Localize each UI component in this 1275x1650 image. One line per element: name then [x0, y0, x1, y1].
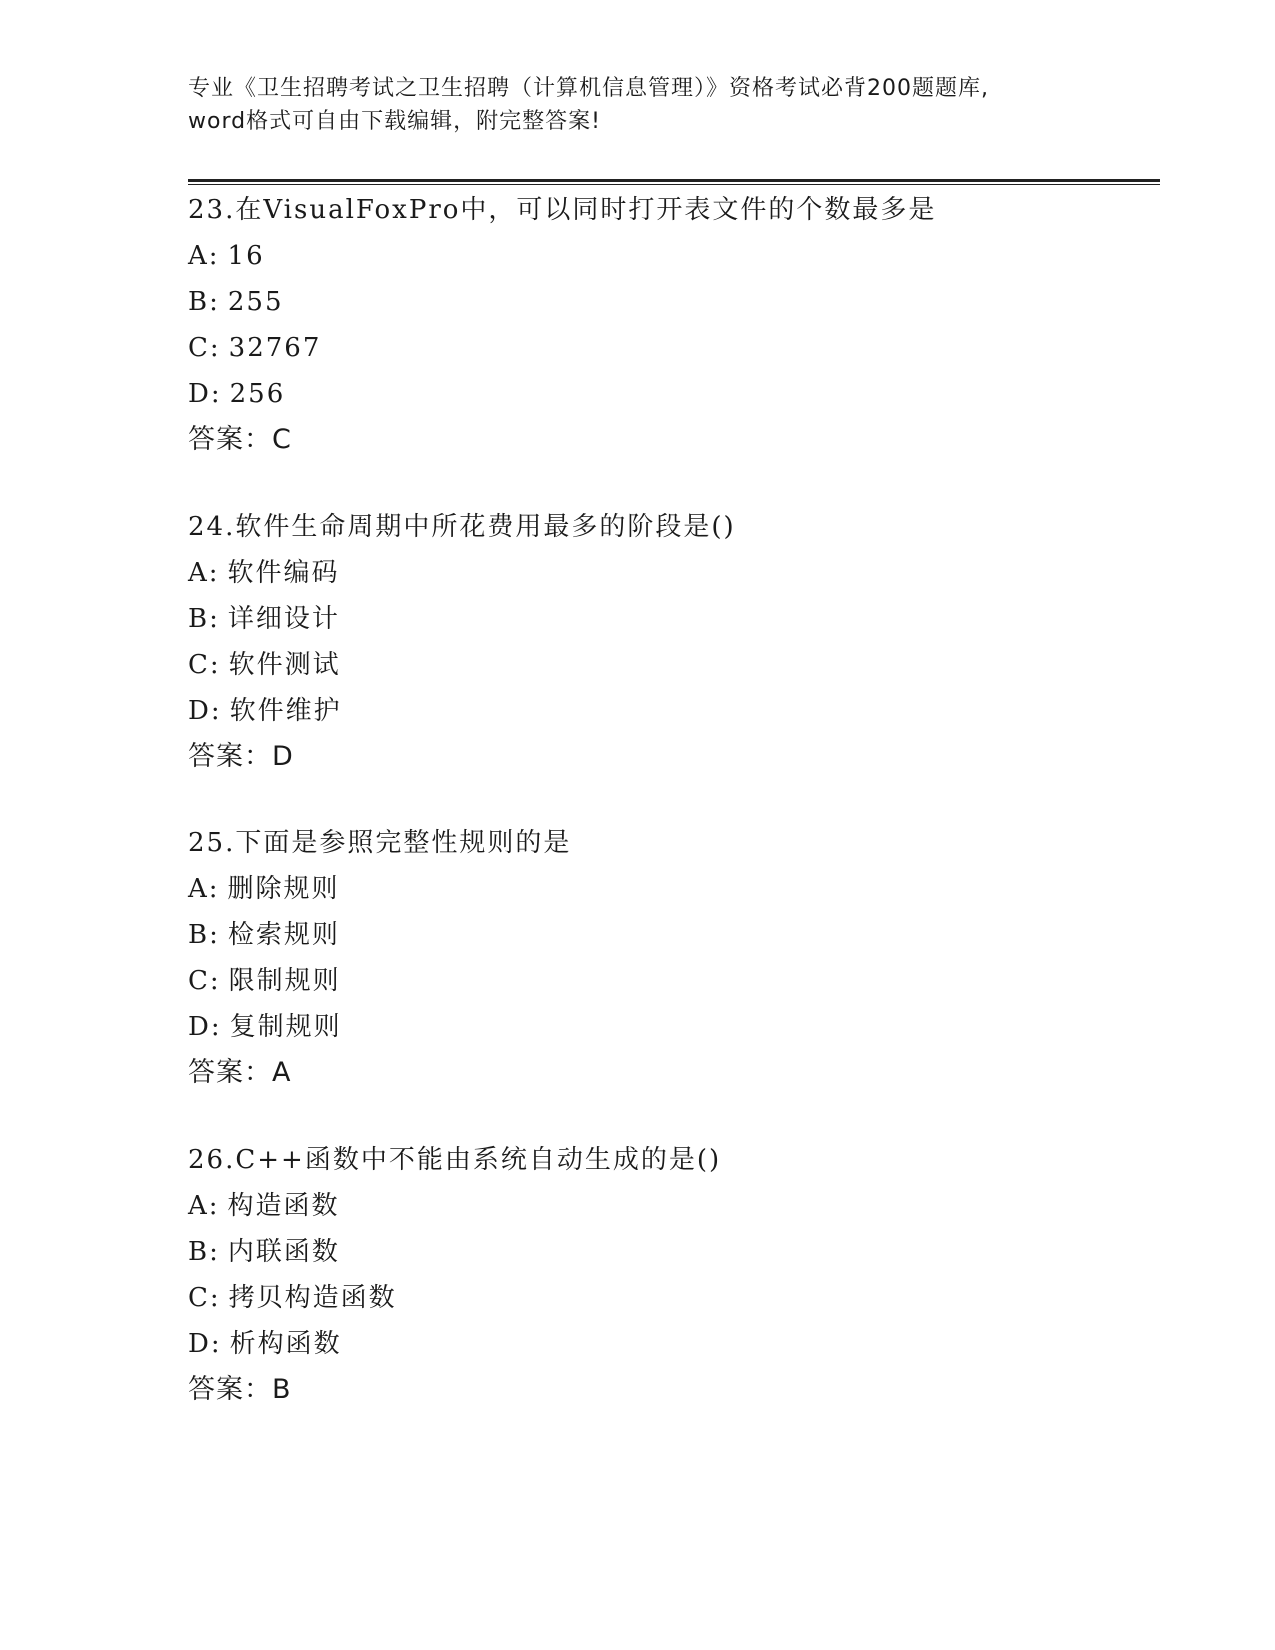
option-c	[188, 642, 1148, 688]
question-title: 25.下面是参照完整性规则的是	[188, 828, 572, 858]
answer-line: 答案：B	[188, 1374, 292, 1405]
option-d	[188, 688, 1148, 734]
option-letter: B:	[188, 604, 220, 634]
option-c	[188, 958, 1148, 1004]
option-b	[188, 596, 1148, 642]
option-text: 限制规则	[228, 966, 341, 996]
option-text: 32767	[228, 333, 322, 363]
option-a	[188, 1183, 1148, 1229]
option-c	[188, 1275, 1148, 1321]
option-a	[188, 550, 1148, 596]
option-letter: D:	[188, 379, 222, 409]
option-letter: A:	[188, 241, 220, 271]
option-letter: B:	[188, 287, 220, 317]
option-text: 16	[227, 241, 265, 271]
option-text: 删除规则	[227, 874, 340, 904]
option-letter: D:	[188, 1329, 222, 1359]
option-c	[188, 325, 1148, 371]
option-text: 构造函数	[227, 1191, 340, 1221]
option-text: 复制规则	[229, 1012, 342, 1042]
option-letter: A:	[188, 1191, 220, 1221]
option-b	[188, 912, 1148, 958]
option-letter: D:	[188, 1012, 222, 1042]
answer-line: 答案：C	[188, 424, 292, 455]
question-26	[188, 1137, 1148, 1413]
option-letter: D:	[188, 696, 222, 726]
header-divider	[188, 179, 1160, 185]
option-b	[188, 279, 1148, 325]
document-header	[188, 72, 1108, 138]
question-title: 24.软件生命周期中所花费用最多的阶段是()	[188, 512, 736, 542]
option-a	[188, 233, 1148, 279]
option-letter: A:	[188, 874, 220, 904]
answer-line: 答案：D	[188, 741, 294, 772]
option-text: 内联函数	[227, 1237, 340, 1267]
option-letter: A:	[188, 558, 220, 588]
option-letter: C:	[188, 650, 221, 680]
question-25	[188, 820, 1148, 1096]
option-text: 详细设计	[227, 604, 340, 634]
header-line-2: word格式可自由下载编辑，附完整答案!	[188, 109, 601, 134]
option-letter: C:	[188, 966, 221, 996]
header-line-1: 专业《卫生招聘考试之卫生招聘（计算机信息管理）》资格考试必背200题题库,	[188, 76, 989, 101]
option-letter: B:	[188, 1237, 220, 1267]
option-letter: C:	[188, 1283, 221, 1313]
option-text: 软件编码	[227, 558, 340, 588]
option-text: 256	[229, 379, 286, 409]
option-letter: C:	[188, 333, 221, 363]
option-text: 255	[227, 287, 284, 317]
option-text: 拷贝构造函数	[228, 1283, 397, 1313]
option-text: 软件维护	[229, 696, 342, 726]
option-a	[188, 866, 1148, 912]
option-b	[188, 1229, 1148, 1275]
option-d	[188, 371, 1148, 417]
option-text: 软件测试	[228, 650, 341, 680]
option-letter: B:	[188, 920, 220, 950]
answer-line: 答案：A	[188, 1057, 292, 1088]
question-title: 26.C++函数中不能由系统自动生成的是()	[188, 1145, 722, 1175]
question-24	[188, 504, 1148, 780]
option-text: 析构函数	[229, 1329, 342, 1359]
option-d	[188, 1321, 1148, 1367]
option-text: 检索规则	[227, 920, 340, 950]
option-d	[188, 1004, 1148, 1050]
question-23	[188, 187, 1148, 463]
question-title: 23.在VisualFoxPro中，可以同时打开表文件的个数最多是	[188, 195, 937, 225]
